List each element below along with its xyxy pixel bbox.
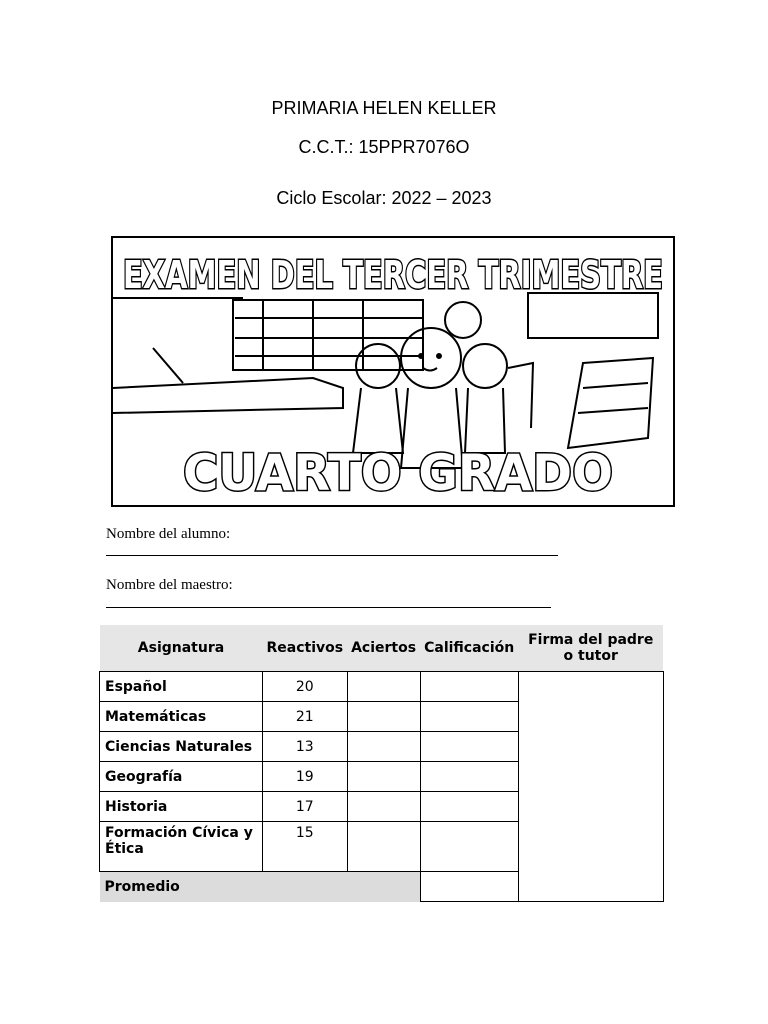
aciertos-cell[interactable] [347,822,420,872]
exam-banner [111,236,675,507]
col-header-subject: Asignatura [100,625,263,672]
school-cycle: Ciclo Escolar: 2022 – 2023 [276,188,492,208]
average-label: Promedio [100,872,421,902]
firma-cell[interactable] [518,672,663,902]
calificacion-cell[interactable] [420,792,518,822]
aciertos-cell[interactable] [347,672,420,702]
reactivos-cell: 19 [263,762,348,792]
classroom-illustration [113,293,658,468]
student-name-line[interactable] [106,555,558,556]
subject-cell: Español [100,672,263,702]
table-row [100,672,664,702]
calificacion-cell[interactable] [420,702,518,732]
aciertos-cell[interactable] [347,702,420,732]
average-cell[interactable] [420,872,518,902]
school-name: PRIMARIA HELEN KELLER [271,98,497,118]
banner-title: EXAMEN DEL TERCER TRIMESTRE [123,253,663,297]
calificacion-cell[interactable] [420,732,518,762]
reactivos-cell: 20 [263,672,348,702]
subject-cell: Geografía [100,762,263,792]
col-header-reactivos: Reactivos [263,625,348,672]
subject-cell: Formación Cívica y Ética [100,822,263,872]
table-header-row [100,625,664,672]
subject-cell: Matemáticas [100,702,263,732]
col-header-aciertos: Aciertos [347,625,420,672]
aciertos-cell[interactable] [347,762,420,792]
calificacion-cell[interactable] [420,672,518,702]
student-name-label: Nombre del alumno: [106,526,231,542]
calificacion-cell[interactable] [420,762,518,792]
col-header-firma: Firma del padre o tutor [518,625,663,672]
aciertos-cell[interactable] [347,732,420,762]
subject-cell: Historia [100,792,263,822]
reactivos-cell: 17 [263,792,348,822]
calificacion-cell[interactable] [420,822,518,872]
banner-grade: CUARTO GRADO [183,444,613,502]
school-cct: C.C.T.: 15PPR7076O [298,137,470,157]
aciertos-cell[interactable] [347,792,420,822]
reactivos-cell: 15 [263,822,348,872]
teacher-name-label: Nombre del maestro: [106,577,233,593]
subject-cell: Ciencias Naturales [100,732,263,762]
col-header-calificacion: Calificación [420,625,518,672]
grades-table [99,625,664,902]
reactivos-cell: 13 [263,732,348,762]
teacher-name-line[interactable] [106,607,551,608]
reactivos-cell: 21 [263,702,348,732]
